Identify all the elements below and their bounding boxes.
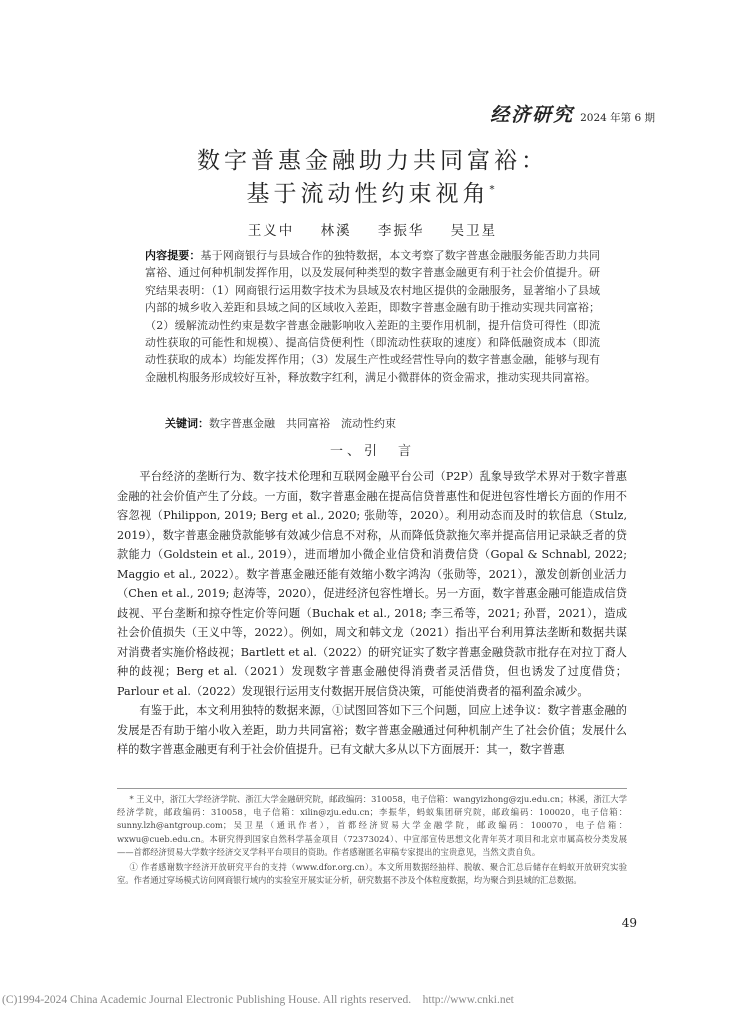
abstract: [145, 247, 600, 386]
running-header: [490, 100, 655, 127]
body-text: [117, 467, 627, 760]
keywords-label: 关键词：: [165, 417, 209, 430]
section-heading: 一、引 言: [329, 444, 415, 459]
paper-title-line1: 数字普惠金融助力共同富裕：: [197, 148, 548, 174]
issue-label: 2024 年第 6 期: [580, 112, 655, 124]
footnote-authors: * 王义中，浙江大学经济学院、浙江大学金融研究院，邮政编码：310058，电子信箱：wangyizhong@zju.edu.cn；林溪，浙江大学经济学院，邮政编码：310058，电子信箱：xilin@zju.edu.cn；李振华，蚂蚁集团研究院，邮政编码：100020，电子信箱：sunny.lzh@antgroup.com；吴卫星（通讯作者），首都经济贸易大学金融学院，邮政编码：100070，电子信箱：wxwu@cueb.edu.cn。本研究得到国家自然科学基金项目（72373024）、中宣部宣传思想文化青年英才项目和北京市属高校分类发展——首都经济贸易大学数字经济交叉学科平台项目的资助。作者感谢匿名审稿专家提出的宝贵意见，当然文责自负。: [117, 794, 627, 857]
footnote-divider: [117, 788, 627, 789]
body-paragraph: 有鉴于此，本文利用独特的数据来源，①试图回答如下三个问题，回应上述争议：数字普惠金融的发展是否有助于缩小收入差距，助力共同富裕；数字普惠金融通过何种机制产生了社会价值；发展什么样的数字普惠金融更有利于社会价值提升。已有文献大多从以下方面展开：其一，数字普惠: [117, 704, 627, 756]
keywords-text: 数字普惠金融 共同富裕 流动性约束: [209, 417, 396, 430]
author-list: 王义中 林溪 李振华 吴卫星: [247, 223, 498, 239]
keywords: [165, 415, 396, 431]
paper-title-line2: 基于流动性约束视角*: [246, 181, 499, 207]
body-paragraph: 平台经济的垄断行为、数字技术伦理和互联网金融平台公司（P2P）乱象导致学术界对于数字普惠金融的社会价值产生了分歧。一方面，数字普惠金融在提高信贷普惠性和促进包容性增长方面的作用不容忽视（Philippon, 2019; Berg et al., 2020; 张勋等，2020）。利用动态而及时的软信息（Stulz, 2019），数字普惠金融贷款能够有效减少信息不对称，从而降低贷款拖欠率并提高信用记录缺乏者的贷款能力（Goldstein et al., 2019），进而增加小微企业信贷和消费信贷（Gopal & Schnabl, 2022; Maggio et al., 2022）。数字普惠金融还能有效缩小数字鸿沟（张勋等，2021），激发创新创业活力（Chen et al., 2019; 赵涛等，2020），促进经济包容性增长。另一方面，数字普惠金融可能造成信贷歧视、平台垄断和掠夺性定价等问题（Buchak et al., 2018; 李三希等，2021; 孙晋，2021），造成社会价值损失（王义中等，2022）。例如，周文和韩文龙（2021）指出平台利用算法垄断和数据共谋对消费者实施价格歧视；Bartlett et al.（2022）的研究证实了数字普惠金融贷款市批存在对拉丁裔人种的歧视；Berg et al.（2021）发现数字普惠金融使得消费者灵活借贷，但也诱发了过度借贷；Parlour et al.（2022）发现银行运用支付数据开展信贷决策，可能使消费者的福利盈余减少。: [117, 470, 627, 698]
abstract-text: 基于网商银行与县域合作的独特数据，本文考察了数字普惠金融服务能否助力共同富裕、通过何种机制发挥作用，以及发展何种类型的数字普惠金融更有利于社会价值提升。研究结果表明：（1）网商银行运用数字技术为县域及农村地区提供的金融服务，显著缩小了县域内部的城乡收入差距和县域之间的区域收入差距，即数字普惠金融有助于推动实现共同富裕；（2）缓解流动性约束是数字普惠金融影响收入差距的主要作用机制，提升信贷可得性（即流动性获取的可能性和规模）、提高信贷便利性（即流动性获取的速度）和降低融资成本（即流动性获取的成本）均能发挥作用；（3）发展生产性或经营性导向的数字普惠金融，能够与现有金融机构服务形成较好互补，释放数字红利，满足小微群体的资金需求，推动实现共同富裕。: [145, 249, 600, 384]
footnotes: [117, 793, 627, 889]
title-footnote-mark: *: [489, 184, 499, 196]
journal-name: 经济研究: [490, 104, 575, 126]
copyright-line: (C)1994-2024 China Academic Journal Electronic Publishing House. All rights reserved. http://www.cnki.net: [2, 994, 514, 1006]
footnote-data: ① 作者感谢数字经济开放研究平台的支持（www.dfor.org.cn）。本文所用数据经抽样、脱敏、聚合汇总后储存在蚂蚁开放研究实验室。作者通过穿场模式访问网商银行域内的实验室开展实证分析，研究数据不涉及个体粒度数据，均为聚合到县域的汇总数据。: [117, 862, 627, 886]
page-number: 49: [621, 916, 637, 930]
abstract-label: 内容提要：: [145, 249, 201, 262]
